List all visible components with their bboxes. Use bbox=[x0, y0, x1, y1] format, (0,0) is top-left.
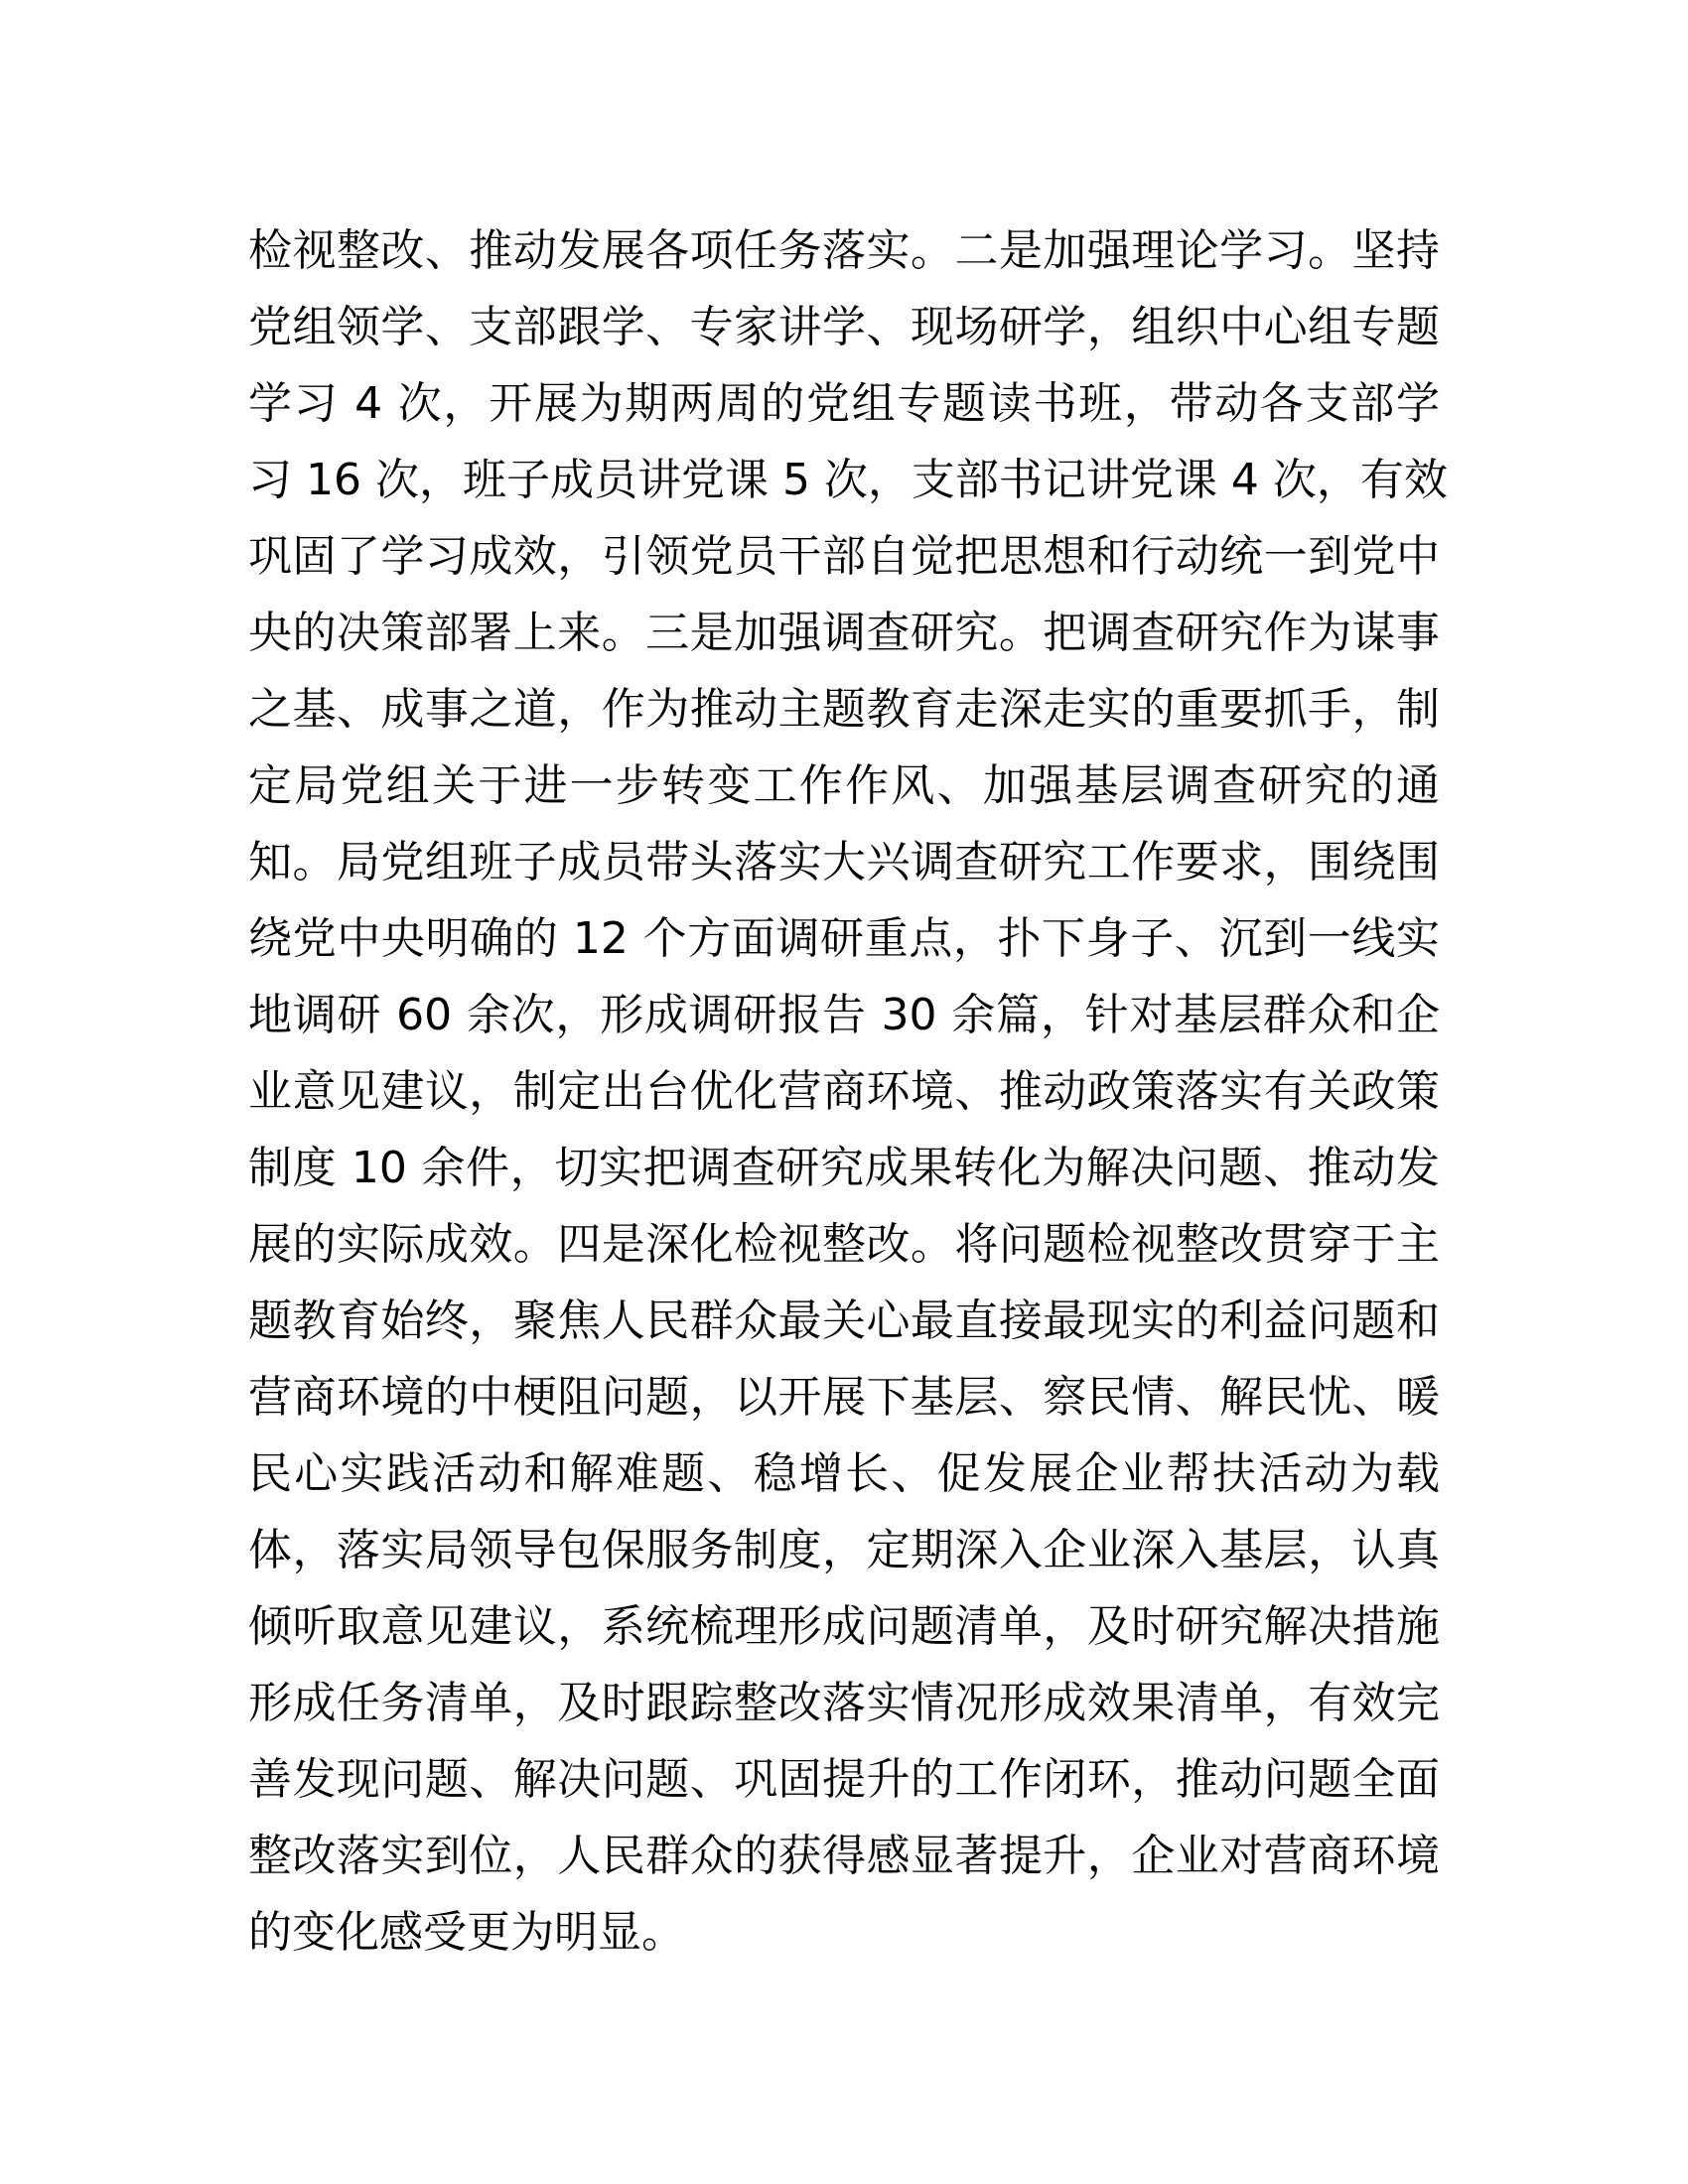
text-line: 党组领学、支部跟学、专家讲学、现场研学，组织中心组专题 bbox=[248, 302, 1440, 352]
text-line: 体，落实局领导包保服务制度，定期深入企业深入基层，认真 bbox=[248, 1525, 1440, 1575]
text-line: 习 16 次，班子成员讲党课 5 次，支部书记讲党课 4 次，有效 bbox=[248, 455, 1448, 505]
text-line: 整改落实到位，人民群众的获得感显著提升，企业对营商环境 bbox=[248, 1831, 1440, 1881]
text-line: 善发现问题、解决问题、巩固提升的工作闭环，推动问题全面 bbox=[248, 1754, 1440, 1805]
text-line: 巩固了学习成效，引领党员干部自觉把思想和行动统一到党中 bbox=[248, 531, 1440, 582]
text-line: 业意见建议，制定出台优化营商环境、推动政策落实有关政策 bbox=[248, 1066, 1440, 1117]
text-line: 知。局党组班子成员带头落实大兴调查研究工作要求，围绕围 bbox=[248, 837, 1440, 887]
text-line: 央的决策部署上来。三是加强调查研究。把调查研究作为谋事 bbox=[248, 608, 1440, 658]
body-paragraph bbox=[248, 212, 1448, 1971]
text-line: 定局党组关于进一步转变工作作风、加强基层调查研究的通 bbox=[248, 760, 1440, 811]
text-line: 绕党中央明确的 12 个方面调研重点，扑下身子、沉到一线实 bbox=[248, 913, 1440, 964]
text-line: 的变化感受更为明显。 bbox=[248, 1907, 685, 1958]
text-line: 之基、成事之道，作为推动主题教育走深走实的重要抓手，制 bbox=[248, 684, 1440, 735]
text-line: 民心实践活动和解难题、稳增长、促发展企业帮扶活动为载 bbox=[248, 1448, 1440, 1499]
text-line: 制度 10 余件，切实把调查研究成果转化为解决问题、推动发 bbox=[248, 1143, 1440, 1193]
text-line: 倾听取意见建议，系统梳理形成问题清单，及时研究解决措施 bbox=[248, 1601, 1440, 1652]
text-line: 检视整改、推动发展各项任务落实。二是加强理论学习。坚持 bbox=[248, 225, 1440, 276]
text-line: 地调研 60 余次，形成调研报告 30 余篇，针对基层群众和企 bbox=[248, 990, 1440, 1040]
text-line: 形成任务清单，及时跟踪整改落实情况形成效果清单，有效完 bbox=[248, 1678, 1440, 1728]
text-line: 题教育始终，聚焦人民群众最关心最直接最现实的利益问题和 bbox=[248, 1296, 1440, 1346]
text-line: 营商环境的中梗阻问题，以开展下基层、察民情、解民忧、暖 bbox=[248, 1372, 1440, 1423]
text-line: 展的实际成效。四是深化检视整改。将问题检视整改贯穿于主 bbox=[248, 1219, 1440, 1270]
text-line: 学习 4 次，开展为期两周的党组专题读书班，带动各支部学 bbox=[248, 378, 1440, 429]
